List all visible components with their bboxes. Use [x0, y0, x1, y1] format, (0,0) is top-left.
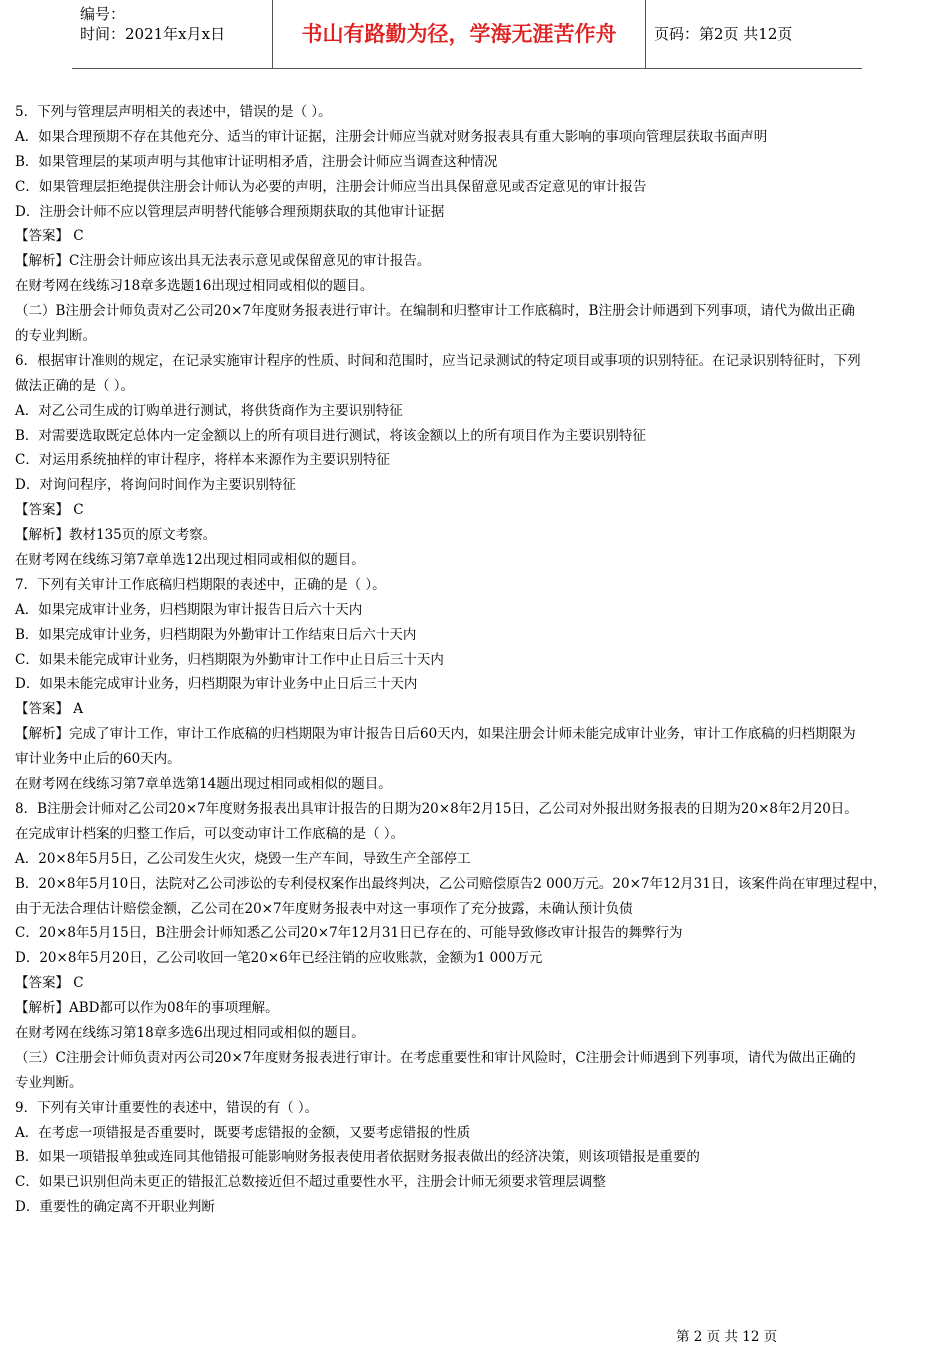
text-line: 做法正确的是（ ）。 — [15, 377, 135, 394]
document-body — [15, 100, 933, 1220]
text-line: C．对运用系统抽样的审计程序，将样本来源作为主要识别特征 — [15, 452, 390, 469]
text-line: B．20×8年5月10日，法院对乙公司涉讼的专利侵权案作出最终判决，乙公司赔偿原告2 000万元。20×7年12月31日，该案件尚在审理过程中， — [15, 875, 887, 892]
text-line: 审计业务中止后的60天内。 — [15, 751, 181, 768]
text-line: A．如果完成审计业务，归档期限为审计报告日后六十天内 — [15, 601, 363, 618]
text-line: A．如果合理预期不存在其他充分、适当的审计证据，注册会计师应当就对财务报表具有重大影响的事项向管理层获取书面声明 — [15, 128, 768, 145]
text-line: 在财考网在线练习18章多选题16出现过相同或相似的题目。 — [15, 278, 374, 295]
text-line: C．如果已识别但尚未更正的错报汇总数接近但不超过重要性水平，注册会计师无须要求管理层调整 — [15, 1174, 606, 1191]
text-line: A．20×8年5月5日，乙公司发生火灾，烧毁一生产车间，导致生产全部停工 — [15, 850, 471, 867]
text-line: D．注册会计师不应以管理层声明替代能够合理预期获取的其他审计证据 — [15, 203, 445, 220]
text-line: C．20×8年5月15日，B注册会计师知悉乙公司20×7年12月31日已存在的、可能导致修改审计报告的舞弊行为 — [15, 925, 683, 942]
text-line: 【答案】 A — [15, 701, 84, 718]
text-line: 【答案】 C — [15, 502, 84, 519]
text-line: 在财考网在线练习第7章单选第14题出现过相同或相似的题目。 — [15, 776, 392, 793]
header-page-label: 页码：第2页 共12页 — [654, 25, 793, 43]
text-line: C．如果管理层拒绝提供注册会计师认为必要的声明，注册会计师应当出具保留意见或否定意见的审计报告 — [15, 178, 647, 195]
text-line: 【答案】 C — [15, 975, 84, 992]
document-number-label: 编号： — [80, 5, 126, 23]
text-line: 6．根据审计准则的规定，在记录实施审计程序的性质、时间和范围时，应当记录测试的特定项目或事项的识别特征。在记录识别特征时，下列 — [15, 352, 861, 369]
text-line: （二）B注册会计师负责对乙公司20×7年度财务报表进行审计。在编制和归整审计工作底稿时，B注册会计师遇到下列事项，请代为做出正确 — [15, 303, 855, 320]
document-time-label: 时间：2021年x月x日 — [80, 25, 226, 43]
text-line: 5．下列与管理层声明相关的表述中，错误的是（ ）。 — [15, 104, 332, 120]
text-line: B．如果管理层的某项声明与其他审计证明相矛盾，注册会计师应当调查这种情况 — [15, 153, 498, 170]
text-line: D．如果未能完成审计业务，归档期限为审计业务中止日后三十天内 — [15, 676, 418, 693]
text-line: D．对询问程序，将询问时间作为主要识别特征 — [15, 477, 296, 494]
text-line: （三）C注册会计师负责对丙公司20×7年度财务报表进行审计。在考虑重要性和审计风险时，C注册会计师遇到下列事项，请代为做出正确的 — [15, 1049, 856, 1066]
text-line: C．如果未能完成审计业务，归档期限为外勤审计工作中止日后三十天内 — [15, 651, 444, 668]
text-line: B．对需要选取既定总体内一定金额以上的所有项目进行测试，将该金额以上的所有项目作为主要识别特征 — [15, 427, 646, 444]
text-line: A．在考虑一项错报是否重要时，既要考虑错报的金额，又要考虑错报的性质 — [15, 1124, 471, 1141]
header-meta — [80, 0, 270, 72]
text-line: 【解析】教材135页的原文考察。 — [15, 527, 217, 544]
text-line: 【解析】C注册会计师应该出具无法表示意见或保留意见的审计报告。 — [15, 253, 431, 270]
text-line: 专业判断。 — [15, 1074, 83, 1091]
text-line: B．如果完成审计业务，归档期限为外勤审计工作结束日后六十天内 — [15, 626, 417, 643]
text-line: 【解析】ABD都可以作为08年的事项理解。 — [15, 1000, 279, 1017]
text-line: B．如果一项错报单独或连同其他错报可能影响财务报表使用者依据财务报表做出的经济决策，则该项错报是重要的 — [15, 1149, 700, 1166]
text-line: 8．B注册会计师对乙公司20×7年度财务报表出具审计报告的日期为20×8年2月15日，乙公司对外报出财务报表的日期为20×8年2月20日。 — [15, 800, 858, 817]
text-line: 【解析】完成了审计工作，审计工作底稿的归档期限为审计报告日后60天内，如果注册会计师未能完成审计业务，审计工作底稿的归档期限为 — [15, 726, 856, 743]
text-line: A．对乙公司生成的订购单进行测试，将供货商作为主要识别特征 — [15, 402, 403, 419]
header-motto: 书山有路勤为径，学海无涯苦作舟 — [272, 0, 646, 68]
text-line: 在财考网在线练习第18章多选6出现过相同或相似的题目。 — [15, 1024, 365, 1041]
text-line: 的专业判断。 — [15, 328, 96, 345]
text-line: 7．下列有关审计工作底稿归档期限的表述中，正确的是（ ）。 — [15, 576, 386, 593]
text-line: 在财考网在线练习第7章单选12出现过相同或相似的题目。 — [15, 552, 365, 569]
page-footer: 第 2 页 共 12 页 — [676, 1329, 778, 1345]
text-line: 由于无法合理估计赔偿金额，乙公司在20×7年度财务报表中对这一事项作了充分披露，未确认预计负债 — [15, 900, 633, 917]
text-line: 9．下列有关审计重要性的表述中，错误的有（ ）。 — [15, 1099, 319, 1116]
page-header — [72, 0, 862, 69]
text-line: 在完成审计档案的归整工作后，可以变动审计工作底稿的是（ ）。 — [15, 825, 405, 842]
text-line: 【答案】 C — [15, 228, 84, 245]
text-line: D．重要性的确定离不开职业判断 — [15, 1199, 215, 1216]
text-line: D．20×8年5月20日，乙公司收回一笔20×6年已经注销的应收账款，金额为1 000万元 — [15, 950, 543, 967]
